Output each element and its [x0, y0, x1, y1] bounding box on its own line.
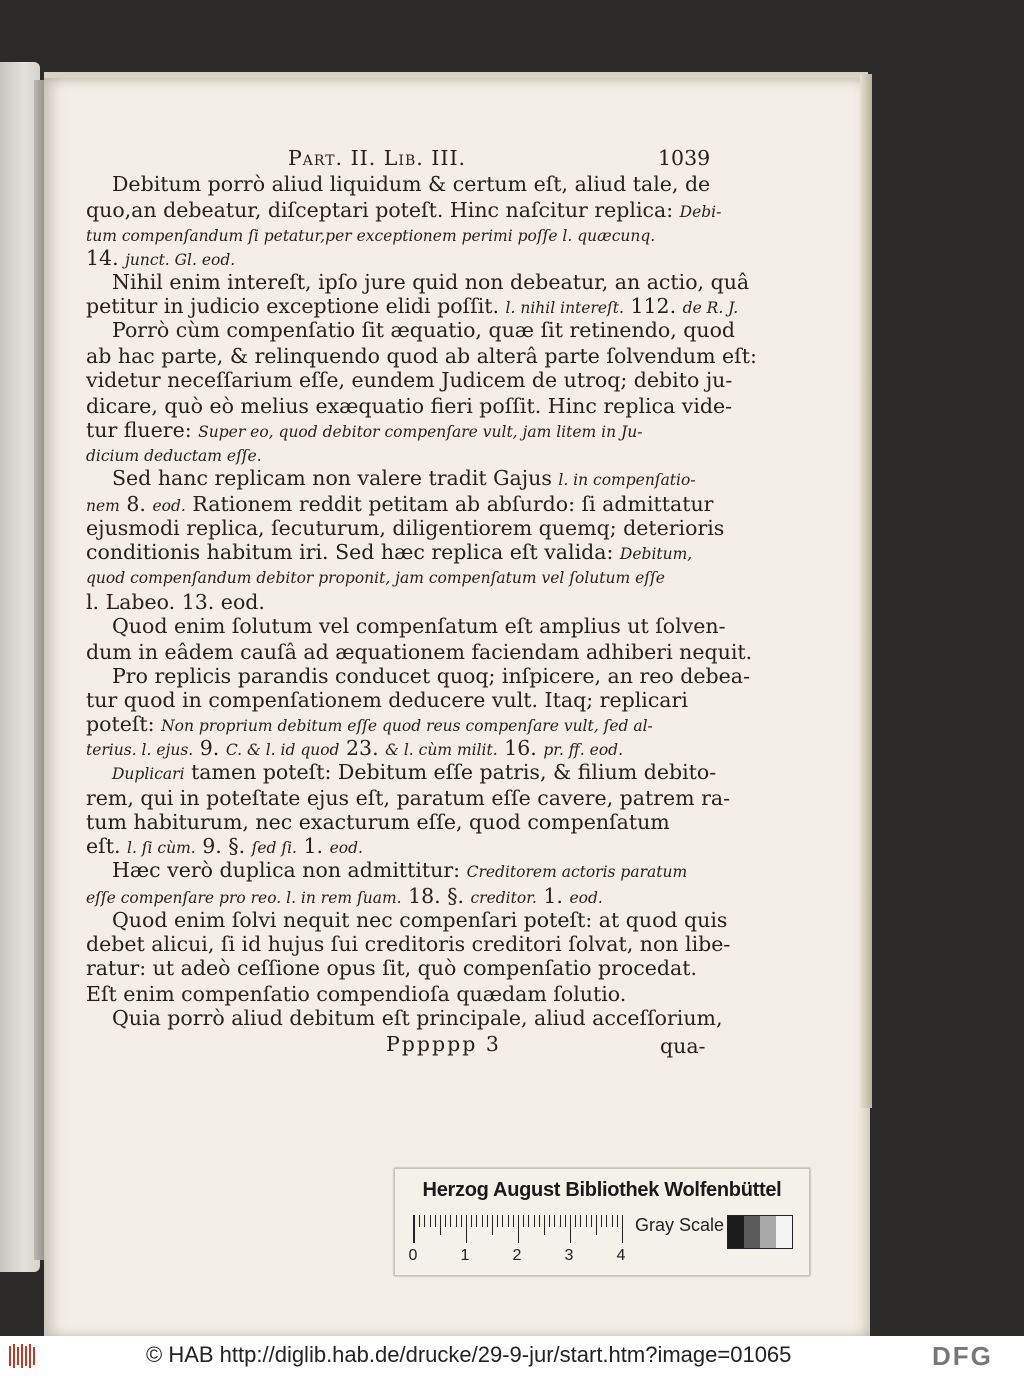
text-segment: Pro replicis parandis conducet quoq; inſpicere, an reo debea-: [112, 664, 750, 688]
text-segment: poteſt:: [86, 712, 162, 736]
text-segment: 9. §.: [195, 834, 252, 858]
text-segment: dicare, quò eò melius exæquatio fieri poſſit. Hinc replica vide-: [86, 394, 733, 418]
italic-segment: de R. J.: [682, 299, 739, 317]
text-line: [86, 688, 688, 712]
ruler-tick: [471, 1215, 472, 1227]
ruler-tick: [549, 1215, 550, 1227]
text-segment: tum habiturum, nec exacturum eſſe, quod compenſatum: [86, 810, 670, 834]
dfg-logo: DFG: [932, 1341, 993, 1371]
gray-patch: [760, 1216, 776, 1248]
italic-segment: Creditorem actoris paratum: [466, 863, 688, 881]
text-line: [112, 466, 696, 492]
ruler-tick: [565, 1215, 566, 1227]
ruler-tick: [617, 1215, 618, 1227]
text-line: [86, 834, 363, 860]
text-line: [86, 222, 655, 248]
italic-segment: l. nihil intereſt.: [505, 299, 624, 317]
text-line: [86, 640, 752, 664]
italic-segment: quod compenſandum debitor proponit, jam compenſatum vel ſolutum eſſe: [86, 569, 665, 587]
italic-segment: & l. cùm milit.: [385, 741, 498, 759]
gray-patch: [776, 1216, 792, 1248]
text-segment: petitur in judicio exceptione elidi poſſit.: [86, 294, 506, 318]
text-line: [86, 982, 626, 1006]
text-segment: debet alicui, ſi id hujus ſui creditoris creditori ſolvat, non libe-: [86, 932, 731, 956]
text-line: [86, 492, 713, 518]
gray-patch: [728, 1216, 744, 1248]
text-line: [86, 394, 732, 418]
ruler-tick: [513, 1215, 514, 1227]
italic-segment: Duplicari: [112, 765, 185, 783]
ruler-number: 2: [512, 1247, 522, 1264]
text-segment: 1.: [536, 884, 570, 908]
italic-segment: Super eo, quod debitor compenſare vult, jam litem in Ju-: [198, 423, 643, 441]
ruler-tick: [482, 1215, 483, 1227]
footer-url[interactable]: © HAB http://diglib.hab.de/drucke/29-9-jur/start.htm?image=01065: [146, 1342, 792, 1367]
ruler-number: 0: [408, 1247, 418, 1264]
text-segment: 14.: [86, 246, 126, 270]
text-line: [86, 564, 665, 590]
ruler-tick: [523, 1215, 524, 1227]
text-segment: 112.: [623, 294, 683, 318]
italic-segment: Non proprium debitum eſſe quod reus compenſare vult, ſed al-: [161, 717, 653, 735]
text-line: [86, 810, 670, 834]
text-line: [86, 442, 262, 468]
text-segment: Nihil enim intereſt, ipſo jure quid non debeatur, an actio, quâ: [112, 270, 750, 294]
text-segment: dum in eâdem cauſâ ad æquationem faciendam adhiberi nequit.: [86, 640, 753, 664]
italic-segment: eod.: [152, 497, 186, 515]
text-segment: ratur: ut adeò ceſſione opus ſit, quò compenſatio procedat.: [86, 956, 697, 980]
ruler-tick: [435, 1215, 436, 1227]
ruler-tick: [492, 1215, 493, 1235]
text-line: [112, 318, 735, 342]
ruler-tick: [508, 1215, 509, 1227]
library-name: Herzog August Bibliothek Wolfenbüttel: [422, 1179, 782, 1201]
ruler-tick: [580, 1215, 581, 1227]
text-segment: Quia porrò aliud debitum eſt principale, aliud acceſſorium,: [112, 1006, 723, 1030]
ruler-tick: [570, 1215, 571, 1243]
italic-segment: nem: [86, 497, 120, 515]
text-segment: 1.: [297, 834, 330, 858]
ruler-tick: [497, 1215, 498, 1227]
italic-segment: Debi-: [679, 203, 722, 221]
text-line: [86, 294, 738, 320]
text-segment: tamen poteſt: Debitum eſſe patris, & filium debito-: [184, 760, 717, 784]
italic-segment: C. & l. id quod: [225, 741, 340, 759]
text-line: [86, 712, 653, 738]
italic-segment: dicium deductam eſſe.: [86, 447, 262, 465]
ruler-tick: [424, 1215, 425, 1227]
text-segment: Debitum porrò aliud liquidum & certum eſt, aliud tale, de: [112, 172, 711, 196]
text-segment: videtur neceſſarium eſſe, eundem Judicem de utroq; debito ju-: [86, 368, 733, 392]
ruler-tick: [518, 1215, 519, 1243]
italic-segment: pr. ff. eod.: [543, 741, 624, 759]
text-segment: Porrò cùm compenſatio ſit æquatio, quæ ſit retinendo, quod: [112, 318, 736, 342]
text-segment: 9.: [193, 736, 226, 760]
text-line: [112, 760, 716, 786]
page-right-edge: [860, 74, 872, 1108]
text-segment: Eſt enim compenſatio compendioſa quædam ſolutio.: [86, 982, 627, 1006]
text-segment: tur quod in compenſationem deducere vult. Itaq; replicari: [86, 688, 688, 712]
text-line: [86, 418, 642, 444]
ruler-tick: [414, 1215, 415, 1243]
text-segment: rem, qui in poteſtate ejus eſt, paratum eſſe cavere, patrem ra-: [86, 786, 731, 810]
ruler-tick: [440, 1215, 441, 1235]
catchword: qua-: [660, 1034, 706, 1058]
ruler-tick: [450, 1215, 451, 1227]
signature-mark: Pppppp 3: [386, 1032, 501, 1056]
ruler-tick: [456, 1215, 457, 1227]
text-segment: Quod enim ſolutum vel compenſatum eſt amplius ut ſolven-: [112, 614, 726, 638]
text-segment: tur fluere:: [86, 418, 199, 442]
ruler-tick: [622, 1215, 623, 1243]
ruler-tick: [544, 1215, 545, 1235]
text-line: [86, 246, 235, 272]
text-segment: 8.: [119, 492, 153, 516]
ruler-tick: [534, 1215, 535, 1227]
italic-segment: junct. Gl. eod.: [125, 251, 236, 269]
ruler-tick: [601, 1215, 602, 1227]
text-segment: 18. §.: [401, 884, 471, 908]
ruler-tick: [476, 1215, 477, 1227]
text-line: [86, 368, 732, 392]
ruler-tick: [596, 1215, 597, 1235]
ruler-tick: [430, 1215, 431, 1227]
text-segment: eſt.: [86, 834, 127, 858]
text-line: [86, 540, 692, 566]
text-line: [112, 614, 726, 638]
text-line: [86, 198, 721, 224]
italic-segment: eod.: [329, 839, 363, 857]
text-segment: Hæc verò duplica non admittitur:: [112, 858, 467, 882]
ruler-tick: [461, 1215, 462, 1227]
ruler-tick: [528, 1215, 529, 1227]
text-line: [86, 956, 697, 980]
ruler-numbers: [405, 1247, 645, 1267]
ruler-tick: [591, 1215, 592, 1227]
italic-segment: ſed ſi.: [251, 839, 297, 857]
text-segment: 16.: [497, 736, 544, 760]
text-line: [112, 1006, 723, 1030]
text-line: [112, 858, 687, 884]
italic-segment: creditor.: [470, 889, 537, 907]
running-header: Part. II. Lib. III.: [288, 146, 467, 170]
italic-segment: eod.: [569, 889, 603, 907]
italic-segment: l. in compenſatio-: [558, 471, 696, 489]
text-segment: 23.: [339, 736, 386, 760]
italic-segment: Debitum,: [619, 545, 693, 563]
text-segment: l. Labeo. 13. eod.: [86, 590, 265, 614]
italic-segment: terius. l. ejus.: [86, 741, 194, 759]
color-target-card: [394, 1168, 810, 1276]
ruler-tick: [560, 1215, 561, 1227]
text-segment: conditionis habitum iri. Sed hæc replica eſt valida:: [86, 540, 620, 564]
ruler-tick: [606, 1215, 607, 1227]
italic-segment: l. ſi cùm.: [127, 839, 196, 857]
text-line: [86, 344, 757, 368]
text-line: [112, 172, 710, 196]
ruler-tick: [539, 1215, 540, 1227]
ruler-tick: [554, 1215, 555, 1227]
italic-segment: tum compenſandum ſi petatur,per exceptionem perimi poſſe l. quæcunq.: [86, 227, 656, 245]
gray-patch: [744, 1216, 760, 1248]
text-line: [86, 884, 603, 910]
ruler-tick: [419, 1215, 420, 1227]
ruler-tick: [445, 1215, 446, 1227]
text-segment: Quod enim ſolvi nequit nec compenſari poteſt: at quod quis: [112, 908, 728, 932]
ruler-number: 4: [616, 1247, 626, 1264]
text-line: [86, 590, 265, 614]
text-segment: quo,an debeatur, diſceptari poteſt. Hinc naſcitur replica:: [86, 198, 680, 222]
ruler-tick: [612, 1215, 613, 1227]
text-line: [112, 270, 749, 294]
text-line: [86, 932, 730, 956]
gray-scale-bar: [727, 1215, 793, 1249]
ruler-tick: [466, 1215, 467, 1243]
text-segment: Rationem reddit petitam ab abſurdo: ſi admittatur: [185, 492, 714, 516]
text-line: [86, 786, 730, 810]
text-line: [112, 908, 727, 932]
ruler-tick: [586, 1215, 587, 1227]
gray-scale-label: Gray Scale: [635, 1215, 725, 1235]
text-segment: Sed hanc replicam non valere tradit Gajus: [112, 466, 559, 490]
text-segment: ab hac parte, & relinquendo quod ab alterâ parte ſolvendum eſt:: [86, 344, 757, 368]
italic-segment: eſſe compenſare pro reo. l. in rem ſuam.: [86, 889, 402, 907]
hab-barcode-logo-icon: [8, 1343, 36, 1369]
text-line: [112, 664, 750, 688]
ruler-number: 1: [460, 1247, 470, 1264]
text-line: [86, 516, 724, 540]
text-line: [86, 736, 623, 762]
ruler-tick: [575, 1215, 576, 1227]
page-number: 1039: [658, 146, 711, 170]
ruler-number: 3: [564, 1247, 574, 1264]
text-segment: ejusmodi replica, ſecuturum, diligentiorem quemq; deterioris: [86, 516, 725, 540]
ruler-tick: [502, 1215, 503, 1227]
ruler-tick: [487, 1215, 488, 1227]
scale-ruler: [413, 1215, 622, 1243]
